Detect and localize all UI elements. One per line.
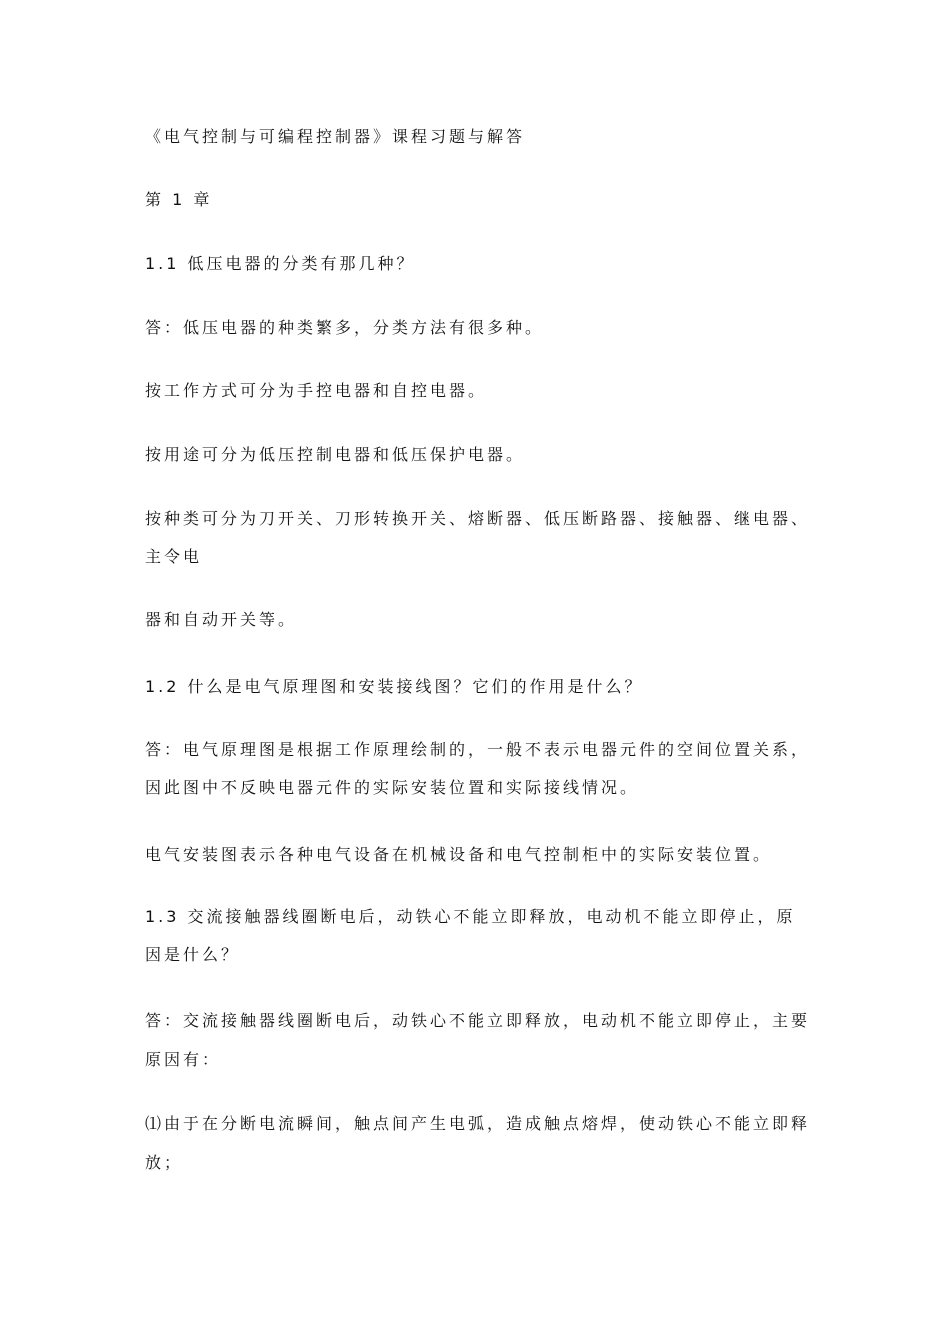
text-line: 按种类可分为刀开关、刀形转换开关、熔断器、低压断路器、接触器、继电器、 xyxy=(145,509,811,528)
question-1-1: 1.1 低压电器的分类有那几种？ xyxy=(145,254,416,273)
text-line: 按用途可分为低压控制电器和低压保护电器。 xyxy=(145,445,526,464)
answer-1-1: 答：低压电器的种类繁多，分类方法有很多种。 xyxy=(145,318,545,337)
answer-1-2: 答：电气原理图是根据工作原理绘制的，一般不表示电器元件的空间位置关系， xyxy=(145,740,811,759)
chapter-heading: 第 1 章 xyxy=(145,190,213,209)
answer-1-3: 答：交流接触器线圈断电后，动铁心不能立即释放，电动机不能立即停止，主要 xyxy=(145,1011,811,1030)
text-line: 电气安装图表示各种电气设备在机械设备和电气控制柜中的实际安装位置。 xyxy=(145,845,773,864)
text-line: 放； xyxy=(145,1153,184,1172)
text-line: ⑴由于在分断电流瞬间，触点间产生电弧，造成触点熔焊，使动铁心不能立即释 xyxy=(145,1114,811,1133)
text-line: 因此图中不反映电器元件的实际安装位置和实际接线情况。 xyxy=(145,778,640,797)
text-line: 按工作方式可分为手控电器和自控电器。 xyxy=(145,381,488,400)
text-line: 因是什么？ xyxy=(145,945,241,964)
question-1-2: 1.2 什么是电气原理图和安装接线图？它们的作用是什么？ xyxy=(145,677,644,696)
question-1-3: 1.3 交流接触器线圈断电后，动铁心不能立即释放，电动机不能立即停止，原 xyxy=(145,907,796,926)
document-title: 《电气控制与可编程控制器》课程习题与解答 xyxy=(145,127,526,146)
text-line: 主令电 xyxy=(145,547,203,566)
text-line: 器和自动开关等。 xyxy=(145,610,298,629)
text-line: 原因有： xyxy=(145,1050,222,1069)
